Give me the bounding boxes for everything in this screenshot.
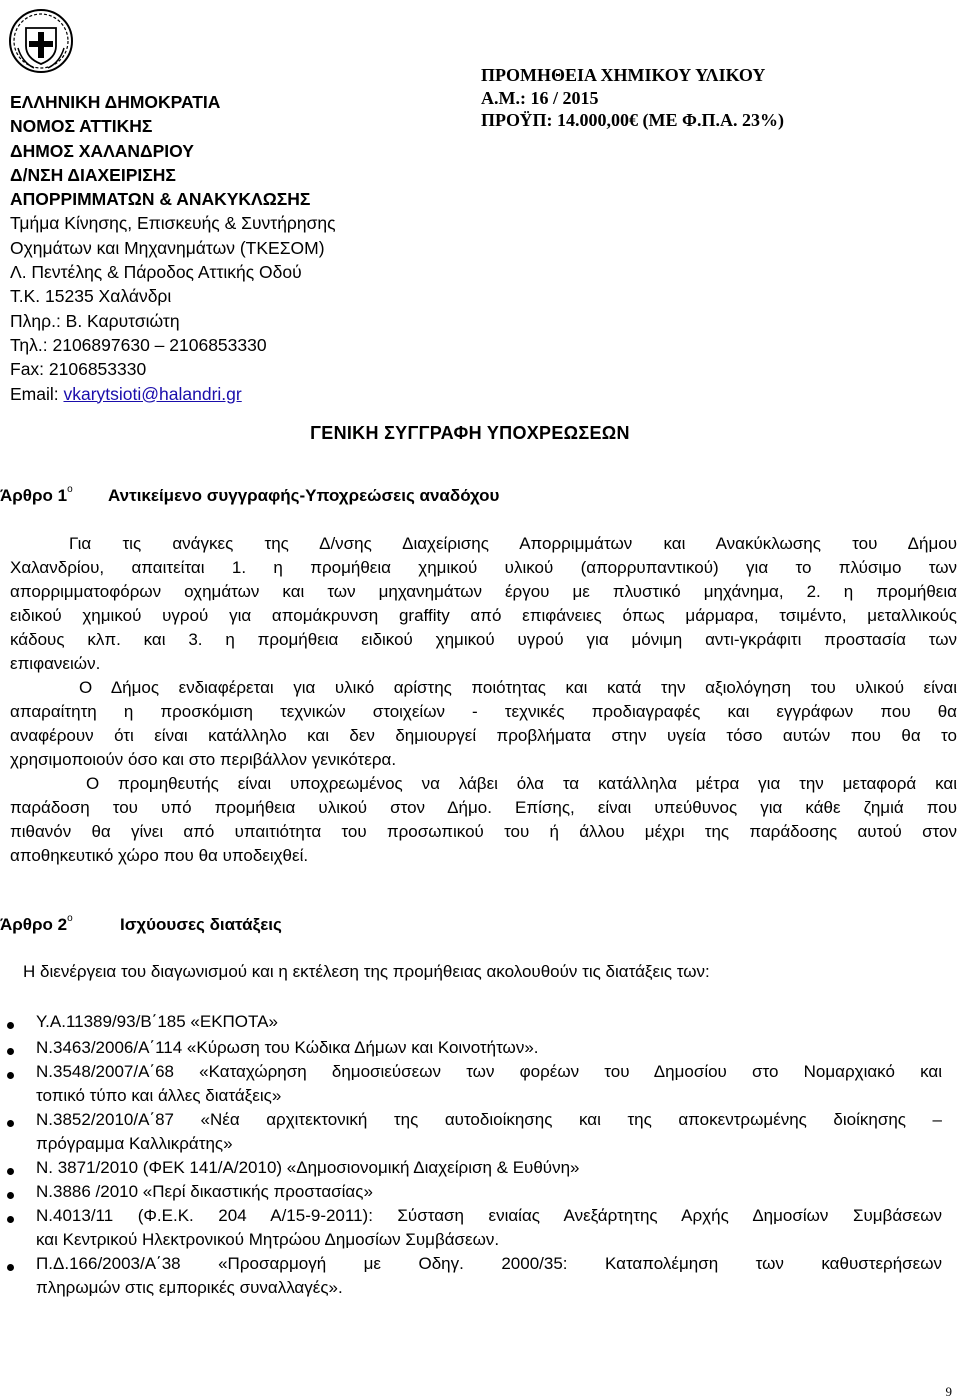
article-1-line: κάδους κλπ. και 3. η προμήθεια ειδικού χημικού υγρού για μόνιμη αντι-γκράφιτι προστασία των — [10, 630, 957, 649]
legislation-item: τοπικό τύπο και άλλες διατάξεις» — [36, 1086, 282, 1105]
issuer-line: ΝΟΜΟΣ ΑΤΤΙΚΗΣ — [10, 116, 153, 137]
procurement-number: Α.Μ.: 16 / 2015 — [481, 87, 599, 108]
list-bullet-icon — [7, 1022, 14, 1029]
page-number: 9 — [945, 1384, 952, 1399]
issuer-line: Fax: 2106853330 — [10, 359, 147, 380]
article-1-line: Για τις ανάγκες της Δ/νσης Διαχείρισης Απορριμμάτων και Ανακύκλωσης του Δήμου — [69, 534, 957, 553]
issuer-line: Πληρ.: Β. Καρυτσιώτη — [10, 310, 180, 331]
legislation-item: Π.Δ.166/2003/Α΄38 «Προσαρμογή με Οδηγ. 2000/35: Καταπολέμηση των καθυστερήσεων — [36, 1254, 942, 1273]
article-1-line: ειδικού χημικού υγρού για απομάκρυνση graffity από επιφάνειες όπως μάρμαρα, τσιμέντο, μεταλλικούς — [10, 606, 957, 625]
legislation-item: και Κεντρικού Ηλεκτρονικού Μητρώου Δημοσίων Συμβάσεων. — [36, 1230, 500, 1249]
legislation-item: πρόγραμμα Καλλικράτης» — [36, 1134, 233, 1153]
article-2-title: Ισχύουσες διατάξεις — [120, 915, 282, 934]
issuer-line: Τμήμα Κίνησης, Επισκευής & Συντήρησης — [10, 213, 336, 234]
issuer-line: Δ/ΝΣΗ ΔΙΑΧΕΙΡΙΣΗΣ — [10, 164, 176, 185]
article-1-number: Άρθρο 1 — [0, 486, 68, 505]
article-2-intro: Η διενέργεια του διαγωνισμού και η εκτέλεση της προμήθειας ακολουθούν τις διατάξεις των: — [23, 962, 710, 981]
document-title: ΓΕΝΙΚΗ ΣΥΓΓΡΑΦΗ ΥΠΟΧΡΕΩΣΕΩΝ — [310, 423, 630, 443]
article-2-heading — [0, 915, 700, 935]
article-2-ordinal: ο — [67, 913, 73, 924]
issuer-line: ΕΛΛΗΝΙΚΗ ΔΗΜΟΚΡΑΤΙΑ — [10, 92, 221, 112]
issuer-block — [10, 90, 440, 406]
greek-emblem-icon — [8, 8, 74, 74]
legislation-item: Ν.4013/11 (Φ.Ε.Κ. 204 Α/15-9-2011): Σύσταση ενιαίας Ανεξάρτητης Αρχής Δημοσίων Συμβάσεων — [36, 1206, 942, 1225]
procurement-info — [481, 64, 784, 132]
article-1-line: απαραίτητη η προσκόμιση τεχνικών στοιχείων - τεχνικές προδιαγραφές και εγγράφων που θα — [10, 702, 957, 721]
article-1-line: αποθηκευτικό χώρο που θα υποδειχθεί. — [10, 846, 309, 865]
article-1-line: παράδοση του υπό προμήθεια υλικού στον Δήμο. Επίσης, είναι υπεύθυνος για κάθε ζημιά που — [10, 798, 957, 817]
article-1-line: απορριμματοφόρων οχημάτων και των μηχανημάτων έργου με πλυστικό μηχάνημα, 2. η προμήθεια — [10, 582, 957, 601]
procurement-budget: ΠΡΟΫΠ: 14.000,00€ (ΜΕ Φ.Π.Α. 23%) — [481, 110, 784, 130]
email-line — [10, 382, 440, 406]
legislation-item: Ν.3886 /2010 «Περί δικαστικής προστασίας» — [36, 1182, 373, 1201]
article-1-line: χρησιμοποιούν όσο και στο περιβάλλον γενικότερα. — [10, 750, 397, 769]
list-bullet-icon — [7, 1048, 14, 1055]
list-bullet-icon — [7, 1120, 14, 1127]
list-bullet-icon — [7, 1072, 14, 1079]
article-1-ordinal: ο — [67, 484, 73, 495]
issuer-line: Οχημάτων και Μηχανημάτων (ΤΚΕΣΟΜ) — [10, 237, 325, 258]
issuer-line: Λ. Πεντέλης & Πάροδος Αττικής Οδού — [10, 262, 302, 283]
issuer-line: ΑΠΟΡΡΙΜΜΑΤΩΝ & ΑΝΑΚΥΚΛΩΣΗΣ — [10, 189, 311, 210]
article-1-line: επιφανειών. — [10, 654, 101, 673]
legislation-item: Ν.3548/2007/Α΄68 «Καταχώρηση δημοσιεύσεων των φορέων του Δημοσίου στο Νομαρχιακό και — [36, 1062, 942, 1081]
article-2-number: Άρθρο 2 — [0, 915, 68, 934]
article-1-line: Χαλανδρίου, απαιτείται 1. η προμήθεια χημικού υλικού (απορρυπαντικού) για το πλύσιμο των — [10, 558, 957, 577]
list-bullet-icon — [7, 1216, 14, 1223]
legislation-item: Ν.3463/2006/Α΄114 «Κύρωση του Κώδικα Δήμων και Κοινοτήτων». — [36, 1038, 539, 1057]
legislation-item: Υ.Α.11389/93/Β΄185 «ΕΚΠΟΤΑ» — [36, 1012, 278, 1031]
email-link[interactable]: vkarytsioti@halandri.gr — [63, 383, 242, 404]
article-1-title: Αντικείμενο συγγραφής-Υποχρεώσεις αναδόχου — [108, 486, 500, 505]
article-1-heading — [0, 486, 700, 506]
article-1-line: Ο προμηθευτής είναι υποχρεωμένος να λάβει όλα τα κατάλληλα μέτρα για την μεταφορά και — [86, 774, 957, 793]
article-1-line: αναφέρουν ότι είναι κατάλληλο και δεν δημιουργεί προβλήματα στην υγεία τόσο αυτών που θα το — [10, 726, 957, 745]
email-label: Email: — [10, 383, 64, 404]
issuer-line: Τηλ.: 2106897630 – 2106853330 — [10, 334, 267, 355]
legislation-item: Ν.3852/2010/Α΄87 «Νέα αρχιτεκτονική της αυτοδιοίκησης και της αποκεντρωμένης διοίκησης – — [36, 1110, 942, 1129]
issuer-line: Τ.Κ. 15235 Χαλάνδρι — [10, 286, 172, 307]
list-bullet-icon — [7, 1168, 14, 1175]
procurement-title: ΠΡΟΜΗΘΕΙΑ ΧΗΜΙΚΟΥ ΥΛΙΚΟΥ — [481, 65, 766, 85]
list-bullet-icon — [7, 1192, 14, 1199]
issuer-line: ΔΗΜΟΣ ΧΑΛΑΝΔΡΙΟΥ — [10, 140, 194, 161]
legislation-item: Ν. 3871/2010 (ΦΕΚ 141/Α/2010) «Δημοσιονομική Διαχείριση & Ευθύνη» — [36, 1158, 580, 1177]
list-bullet-icon — [7, 1264, 14, 1271]
legislation-item: πληρωμών στις εμπορικές συναλλαγές». — [36, 1278, 343, 1297]
article-1-line: Ο Δήμος ενδιαφέρεται για υλικό αρίστης ποιότητας και κατά την αξιολόγηση του υλικού είναι — [79, 678, 957, 697]
article-1-line: πιθανόν θα γίνει από υπαιτιότητα του προσωπικού του ή άλλου μέχρι της παράδοσης αυτού στον — [10, 822, 957, 841]
